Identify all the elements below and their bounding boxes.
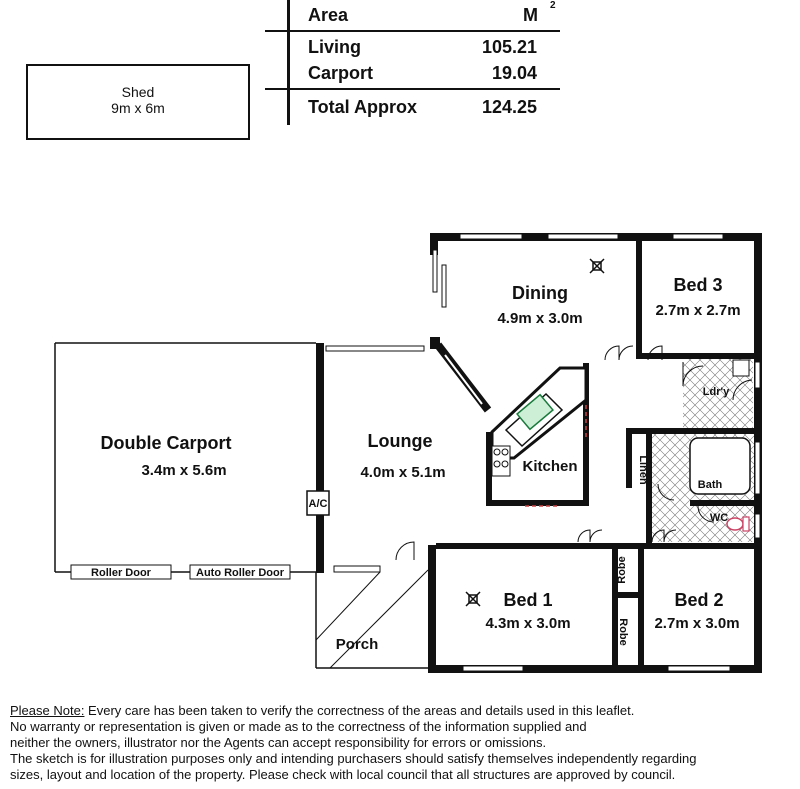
bed3-name: Bed 3	[673, 275, 723, 295]
area-header-label: Area	[308, 5, 349, 25]
dining-name: Dining	[512, 283, 568, 303]
porch-outline	[316, 570, 432, 668]
robe-name: Robe	[616, 556, 628, 584]
sliding-door	[433, 250, 446, 307]
lounge-angled-wall	[438, 345, 488, 410]
area-row-carport-value: 19.04	[491, 63, 537, 83]
auto-roller-door-label: Auto Roller Door	[196, 567, 284, 579]
area-row-living-label: Living	[308, 37, 361, 57]
note-line-4: The sketch is for illustration purposes only and intending purchasers should satisfy themselves independently regarding	[10, 751, 697, 766]
bed2-dims: 2.7m x 3.0m	[654, 615, 740, 632]
shed-dims: 9m x 6m	[111, 100, 165, 116]
robe-name: Robe	[617, 618, 629, 646]
carport-outline	[55, 343, 316, 572]
linen-name: Linen	[637, 455, 649, 485]
double-carport-name: Double Carport	[100, 433, 232, 453]
lounge-dims: 4.0m x 5.1m	[360, 464, 446, 481]
area-total-label: Total Approx	[308, 97, 417, 117]
area-header-unit: M	[523, 5, 538, 25]
bed1-name: Bed 1	[503, 590, 553, 610]
ceiling-fan-icon	[466, 592, 480, 606]
double-carport-dims: 3.4m x 5.6m	[141, 462, 227, 479]
bed1-dims: 4.3m x 3.0m	[485, 615, 571, 632]
bed3-dims: 2.7m x 2.7m	[655, 302, 741, 319]
shed-name: Shed	[121, 84, 155, 100]
area-header-unit-exponent: 2	[550, 0, 556, 11]
wc-name: WC	[709, 512, 729, 524]
note-line-5: sizes, layout and location of the property. Please check with local council that all structures are approved by council.	[10, 767, 676, 782]
bed2-name: Bed 2	[674, 590, 724, 610]
ac-label: A/C	[308, 498, 328, 510]
laundry-tub-icon	[733, 360, 749, 376]
roller-door-label: Roller Door	[91, 567, 151, 579]
lounge-name: Lounge	[367, 431, 433, 451]
dining-dims: 4.9m x 3.0m	[497, 310, 583, 327]
disclaimer-note	[10, 703, 790, 783]
laundry-name: Ldr'y	[702, 386, 730, 398]
toilet-icon	[727, 517, 749, 531]
note-line	[10, 703, 790, 719]
bath-name: Bath	[697, 479, 723, 491]
area-row-carport-label: Carport	[308, 63, 374, 83]
area-row-living-value: 105.21	[481, 37, 537, 57]
ceiling-fan-icon	[590, 259, 604, 273]
porch-name: Porch	[335, 636, 379, 653]
note-heading: Please Note:	[10, 703, 85, 718]
kitchen-name: Kitchen	[522, 458, 578, 475]
note-line-3: neither the owners, illustrator nor the Agents can accept responsibility for errors or omissions.	[10, 735, 547, 750]
note-line-2: No warranty or representation is given or made as to the correctness of the information supplied and	[10, 719, 587, 734]
note-line-1: Every care has been taken to verify the correctness of the areas and details used in this leaflet.	[84, 703, 635, 718]
area-total-value: 124.25	[481, 97, 537, 117]
